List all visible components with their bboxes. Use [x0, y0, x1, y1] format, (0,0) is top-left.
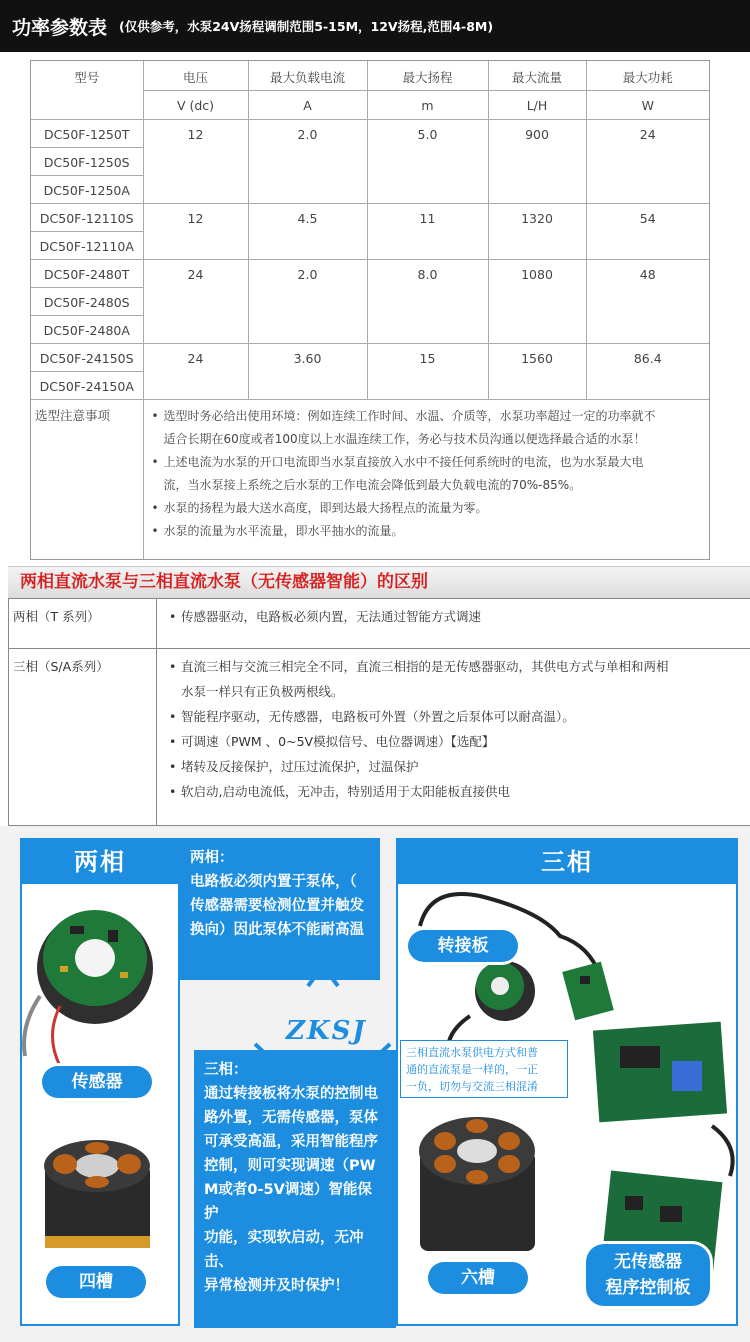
- three-phase-desc-line: 功能，实现软启动，无冲击、: [204, 1230, 364, 1270]
- power-cell: 86.4: [586, 343, 709, 399]
- note-item: • 水泵的流量为水平流量，即水平抽水的流量。: [150, 520, 702, 543]
- flow-cell: 1080: [488, 259, 586, 343]
- current-cell: 2.0: [248, 119, 367, 203]
- label-four-slot: 四槽: [46, 1266, 146, 1298]
- model-cell: DC50F-24150A: [31, 371, 143, 399]
- callout-line: 通的直流泵是一样的，一正: [406, 1063, 538, 1076]
- three-phase-desc-line: 路外置，无需传感器，泵体: [204, 1110, 378, 1126]
- model-cell: DC50F-1250A: [31, 175, 143, 203]
- two-phase-desc-line: 换向）因此泵体不能耐高温: [190, 922, 364, 938]
- current-cell: 4.5: [248, 203, 367, 259]
- two-phase-description: [180, 838, 380, 980]
- label-sensorless-controller: [586, 1244, 710, 1306]
- three-phase-desc-line: 异常检测并及时保护！: [204, 1278, 349, 1294]
- three-phase-desc-line: 可承受高温，采用智能程序: [204, 1134, 378, 1150]
- power-cell: 48: [586, 259, 709, 343]
- label-six-slot: 六槽: [428, 1262, 528, 1294]
- note-item: • 水泵的扬程为最大送水高度，即到达最大扬程点的流量为零。: [150, 497, 702, 520]
- voltage-cell: 12: [143, 203, 248, 259]
- current-cell: 3.60: [248, 343, 367, 399]
- power-cell: 54: [586, 203, 709, 259]
- six-slot-stator-image: [419, 1117, 535, 1251]
- model-cell: DC50F-12110S: [31, 203, 143, 231]
- sensor-board-image: [24, 910, 153, 1066]
- flow-cell: 1560: [488, 343, 586, 399]
- flow-cell: 900: [488, 119, 586, 203]
- page-title: 功率参数表: [12, 16, 108, 39]
- three-phase-desc-line: 通过转接板将水泵的控制电: [204, 1086, 378, 1102]
- model-cell: DC50F-12110A: [31, 231, 143, 259]
- head-cell: 11: [367, 203, 488, 259]
- two-phase-list: [159, 599, 750, 629]
- notes-label: 选型注意事项: [31, 399, 143, 559]
- comparison-graphic: [0, 826, 750, 1342]
- page-subtitle: (仅供参考，水泵24V扬程调制范围5-15M，12V扬程,范围4-8M): [119, 19, 494, 34]
- note-item: 流，当水泵接上系统之后水泵的工作电流会降低到最大负载电流的70%-85%。: [163, 477, 582, 492]
- note-item: • 选型时务必给出使用环境：例如连续工作时间、水温、介质等，水泵功率超过一定的功率就不: [150, 405, 702, 428]
- three-phase-panel-title: 三相: [398, 840, 736, 884]
- head-cell: 8.0: [367, 259, 488, 343]
- callout-line: 一负，切勿与交流三相混淆: [406, 1080, 538, 1093]
- label-adapter-board: 转接板: [408, 930, 518, 962]
- controller-label-line: 无传感器: [614, 1252, 682, 1272]
- unit-head: m: [367, 90, 488, 119]
- model-cell: DC50F-1250T: [31, 119, 143, 147]
- compare-table: [8, 598, 750, 826]
- four-slot-stator-image: [44, 1140, 150, 1248]
- col-header-head: 最大扬程: [367, 61, 488, 90]
- compare-title: 两相直流水泵与三相直流水泵（无传感器智能）的区别: [8, 566, 750, 598]
- three-phase-desc-line: M或者0-5V调速）智能保护: [204, 1182, 372, 1222]
- col-header-voltage: 电压: [143, 61, 248, 90]
- unit-flow: L/H: [488, 90, 586, 119]
- three-phase-desc-line: 三相：: [204, 1062, 248, 1078]
- voltage-cell: 24: [143, 343, 248, 399]
- spec-table: [30, 60, 710, 560]
- note-item: • 上述电流为水泵的开口电流即当水泵直接放入水中不接任何系统时的电流，也为水泵最大电: [150, 451, 702, 474]
- model-cell: DC50F-24150S: [31, 343, 143, 371]
- two-phase-panel-title: 两相: [22, 840, 178, 884]
- three-phase-label: 三相（S/A系列）: [9, 649, 157, 825]
- two-phase-item: • 传感器驱动，电路板必须内置，无法通过智能方式调速: [165, 604, 743, 629]
- three-phase-list: [159, 649, 750, 804]
- watermark-logo: ZKSJ: [286, 1016, 367, 1046]
- model-cell: DC50F-2480T: [31, 259, 143, 287]
- col-header-model: 型号: [31, 61, 143, 119]
- wiring-callout: [400, 1040, 568, 1098]
- three-phase-item: • 软启动,启动电流低，无冲击，特别适用于太阳能板直接供电: [165, 779, 743, 804]
- three-phase-item: • 智能程序驱动，无传感器，电路板可外置（外置之后泵体可以耐高温）。: [165, 704, 743, 729]
- col-header-flow: 最大流量: [488, 61, 586, 90]
- three-phase-item: 水泵一样只有正负极两根线。: [181, 684, 344, 699]
- model-cell: DC50F-2480S: [31, 287, 143, 315]
- callout-line: 三相直流水泵供电方式和普: [406, 1046, 538, 1059]
- two-phase-desc-line: 传感器需要检测位置并触发: [190, 898, 364, 914]
- three-phase-desc-line: 控制，则可实现调速（PW: [204, 1158, 376, 1174]
- unit-voltage: V (dc): [143, 90, 248, 119]
- model-cell: DC50F-1250S: [31, 147, 143, 175]
- three-phase-item: • 堵转及反接保护，过压过流保护，过温保护: [165, 754, 743, 779]
- voltage-cell: 12: [143, 119, 248, 203]
- col-header-power: 最大功耗: [586, 61, 709, 90]
- notes-cell: [143, 399, 709, 559]
- three-phase-row: [9, 649, 750, 825]
- two-phase-desc-line: 两相：: [190, 850, 234, 866]
- power-cell: 24: [586, 119, 709, 203]
- note-item: 适合长期在60度或者100度以上水温连续工作，务必与技术员沟通以便选择最合适的水泵！: [163, 431, 646, 446]
- label-sensor: 传感器: [42, 1066, 152, 1098]
- unit-current: A: [248, 90, 367, 119]
- controller-label-line: 程序控制板: [605, 1278, 691, 1298]
- current-cell: 2.0: [248, 259, 367, 343]
- head-cell: 5.0: [367, 119, 488, 203]
- header-bar: [0, 0, 750, 52]
- three-phase-description: [194, 1050, 396, 1328]
- two-phase-row: [9, 599, 750, 649]
- unit-power: W: [586, 90, 709, 119]
- two-phase-desc-line: 电路板必须内置于泵体，（: [190, 874, 357, 890]
- flow-cell: 1320: [488, 203, 586, 259]
- model-cell: DC50F-2480A: [31, 315, 143, 343]
- col-header-current: 最大负载电流: [248, 61, 367, 90]
- voltage-cell: 24: [143, 259, 248, 343]
- two-phase-label: 两相（T 系列）: [9, 599, 157, 648]
- three-phase-item: • 可调速（PWM 、0~5V模拟信号、电位器调速）【选配】: [165, 729, 743, 754]
- three-phase-item: • 直流三相与交流三相完全不同，直流三相指的是无传感器驱动，其供电方式与单相和两相: [165, 654, 743, 679]
- head-cell: 15: [367, 343, 488, 399]
